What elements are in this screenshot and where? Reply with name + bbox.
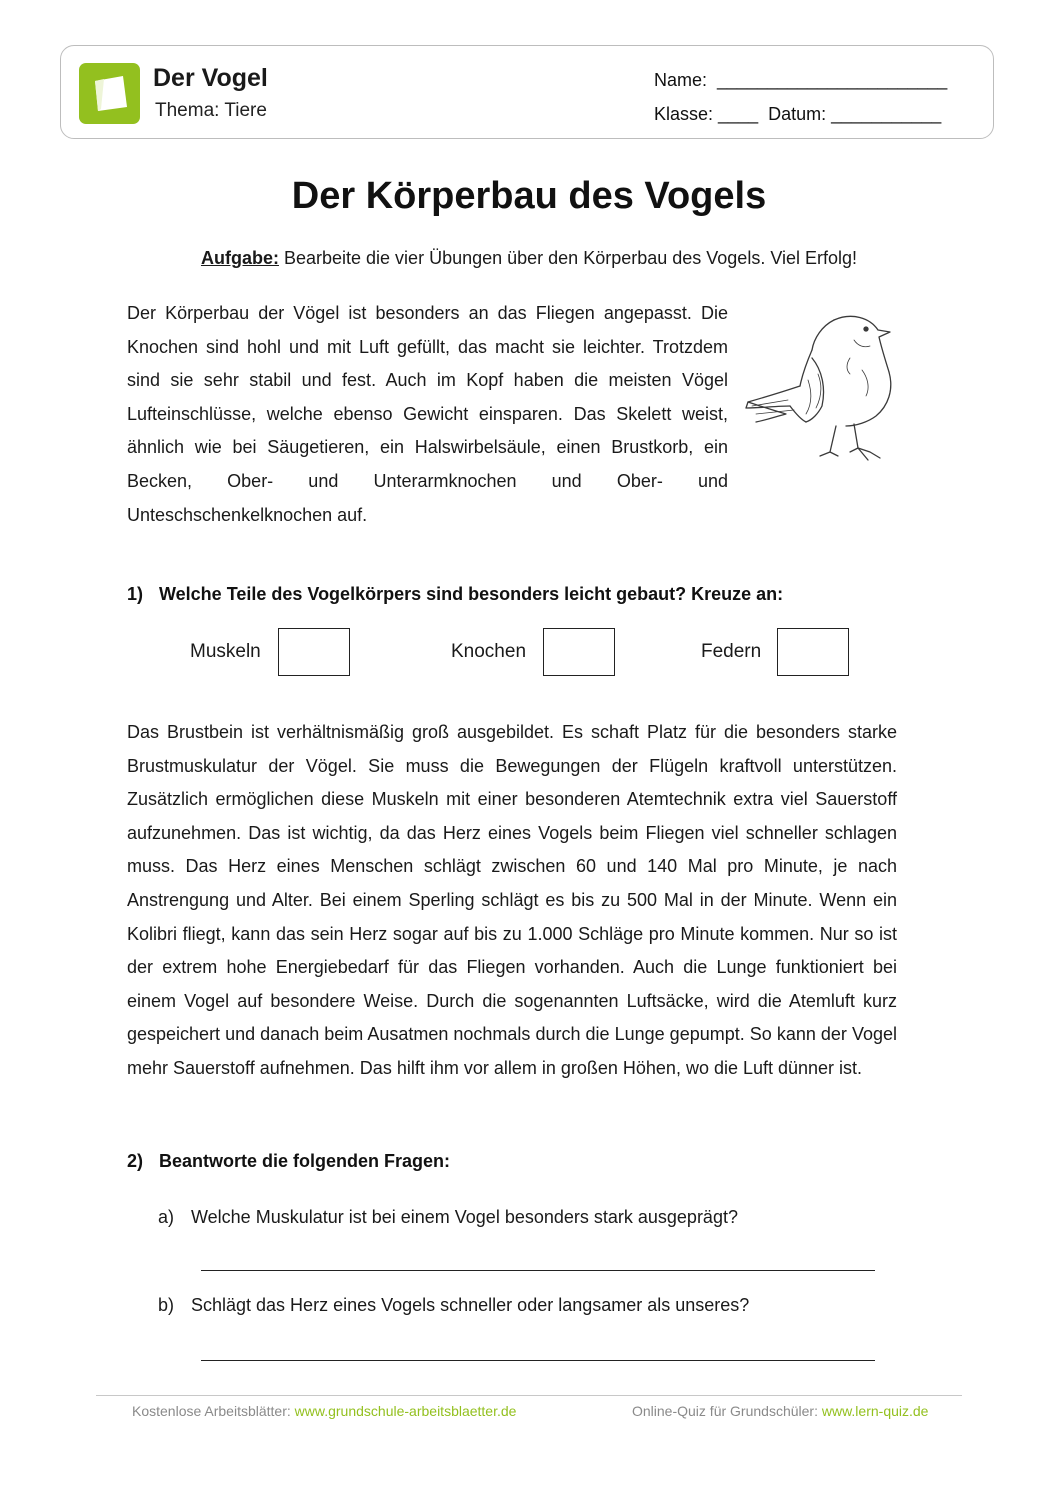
worksheet-topic: Thema: Tiere [155,100,267,121]
subquestion-a [158,1207,738,1228]
body-paragraph: Das Brustbein ist verhältnismäßig groß ausgebildet. Es schaft Platz für die besonders starke Brustmuskulatur der Vögel. Sie muss die Bewegungen der Flügeln kraftvoll unterstützen. Zusätzlich ermöglichen diese Muskeln mit einer besonderen Atemtechnik extra viel Sauerstoff aufzunehmen. Das ist wichtig, da das Herz eines Vogels beim Fliegen viel schneller schlagen muss. Das Herz eines Menschen schlägt zwischen 60 und 140 Mal pro Minute, je nach Anstrengung und Alter. Bei einem Sperling schlägt es bis zu 500 Mal in der Minute. Wenn ein Kolibri fliegt, kann das sein Herz sogar auf bis zu 1.000 Schläge pro Minute kommen. Nur so ist der extrem hohe Energiebedarf für das Fliegen vorhanden. Auch die Lunge funktioniert bei einem Vogel auf besondere Weise. Durch die sogenannten Luftsäcke, wird die Atemluft kurz gespeichert und danach beim Ausatmen nochmals durch die Lunge gepumpt. So kann der Vogel mehr Sauerstoff aufnehmen. Das hilft ihm vor allem in großen Höhen, wo die Luft dünner ist. [127,722,897,1078]
option-knochen-checkbox[interactable] [543,628,615,676]
option-muskeln-checkbox[interactable] [278,628,350,676]
option-knochen-label: Knochen [451,641,527,662]
worksheet-header [60,45,994,139]
task-instruction [0,248,1058,269]
worksheet-title: Der Vogel [153,64,268,92]
exercise-2-question: Beantworte die folgenden Fragen: [159,1151,451,1171]
subquestion-b [158,1295,749,1316]
footer-right [632,1403,928,1419]
bird-sketch-icon [742,310,902,470]
exercise-1-question: Welche Teile des Vogelkörpers sind besonders leicht gebaut? Kreuze an: [159,584,784,604]
footer-divider [96,1395,962,1396]
footer-right-link[interactable]: www.lern-quiz.de [821,1403,929,1419]
intro-paragraph: Der Körperbau der Vögel ist besonders an das Fliegen angepasst. Die Knochen sind hohl und mit Luft gefüllt, das macht sie leichter. Trotzdem sind sie sehr stabil und fest. Auch im Kopf haben die meisten Vögel Lufteinschlüsse, welche ebenso Gewicht einsparen. Das Skelett weist, ähnlich wie bei Säugetieren, ein Halswirbelsäule, einen Brustkorb, ein Becken, Ober- und Unterarmknochen und Ober- und Unteschschenkelknochen auf. [127,303,728,525]
class-label: Klasse: [654,104,714,124]
class-date-row [654,104,941,125]
name-label: Name: [654,70,708,90]
date-label: Datum: [768,104,827,124]
subquestion-a-text: Welche Muskulatur ist bei einem Vogel besonders stark ausgeprägt? [191,1207,738,1227]
subquestion-a-letter: a) [158,1207,175,1227]
exercise-2-number: 2) [127,1151,144,1171]
task-label: Aufgabe: [200,248,279,268]
option-muskeln-label: Muskeln [190,641,261,662]
subquestion-b-text: Schlägt das Herz eines Vogels schneller oder langsamer als unseres? [191,1295,750,1315]
answer-line-a[interactable] [201,1270,875,1271]
page-title: Der Körperbau des Vogels [291,175,767,217]
exercise-1-heading [127,584,783,605]
subquestion-b-letter: b) [158,1295,175,1315]
answer-line-b[interactable] [201,1360,875,1361]
option-federn-label: Federn [701,641,762,662]
date-blank[interactable]: ___________ [831,104,942,124]
footer-left-link[interactable]: www.grundschule-arbeitsblaetter.de [294,1403,517,1419]
footer-left [132,1403,516,1419]
class-blank[interactable]: ____ [718,104,759,124]
exercise-2-heading [127,1151,450,1172]
exercise-1-number: 1) [127,584,144,604]
task-text: Bearbeite die vier Übungen über den Körperbau des Vogels. Viel Erfolg! [283,248,858,268]
name-row [654,70,947,91]
option-federn-checkbox[interactable] [777,628,849,676]
footer-right-text: Online-Quiz für Grundschüler: [632,1403,822,1419]
logo-icon [79,63,140,124]
footer-left-text: Kostenlose Arbeitsblätter: [132,1403,295,1419]
name-blank[interactable]: _______________________ [717,70,948,90]
